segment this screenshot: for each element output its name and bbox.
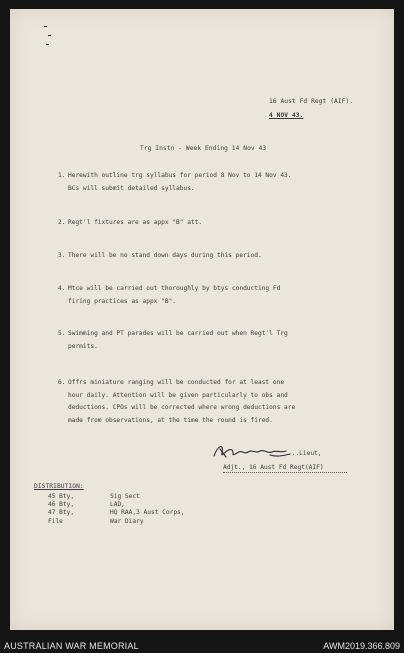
paragraph-1 [58, 170, 378, 195]
unit-heading: 16 Aust Fd Regt (AIF). [269, 98, 354, 105]
document-date: 4 NOV 43. [269, 112, 304, 119]
paragraph-number: 6. [58, 379, 66, 386]
distribution-item: 47 Bty, [48, 509, 75, 517]
paragraph-line: BCs will submit detailed syllabus. [68, 184, 195, 192]
distribution-item: LAD, [110, 501, 125, 509]
distribution-item: Sig Sect [110, 493, 140, 500]
paragraph-line: Herewith outline trg syllabus for period 8 Nov to 14 Nov 43. [68, 172, 292, 179]
paragraph-line: permits. [68, 342, 98, 350]
signature-rank: ...Lieut, [288, 450, 322, 457]
punch-mark [44, 26, 47, 27]
signature-underline [223, 472, 347, 473]
paragraph-2 [58, 217, 378, 230]
footer-accession-number: AWM2019.366.809 [323, 641, 400, 651]
document-title: Trg Instn - Week Ending 14 Nov 43 [140, 145, 267, 152]
distribution-item: 45 Bty, [48, 493, 75, 500]
signature-appointment: Adjt., 16 Aust Fd Regt(AIF) [223, 464, 324, 471]
paragraph-5 [58, 328, 378, 353]
paragraph-line: Regt'l fixtures are as appx "B" att. [68, 219, 203, 226]
paragraph-line: Swimming and PT parades will be carried out when Regt'l Trg [68, 330, 288, 337]
distribution-item: 46 Bty, [48, 501, 75, 509]
paragraph-6 [58, 377, 378, 427]
paragraph-3 [58, 250, 378, 263]
paragraph-line: Mtce will be carried out thoroughly by btys conducting Fd [68, 285, 281, 292]
distribution-item: HQ RAA,3 Aust Corps, [110, 509, 185, 517]
distribution-item: War Diary [110, 517, 144, 525]
distribution-heading: DISTRIBUTION: [34, 483, 84, 490]
paragraph-line: hour daily. Attention will be given particularly to obs and [68, 391, 288, 399]
paragraph-line: There will be no stand down days during this period. [68, 252, 262, 259]
paragraph-number: 2. [58, 219, 66, 226]
paragraph-line: deductions. CPOs will be corrected where wrong deductions are [68, 404, 296, 411]
paragraph-number: 4. [58, 285, 66, 292]
paragraph-4 [58, 283, 378, 308]
distribution-list-right [110, 493, 185, 526]
paragraph-line: made from observations, at the time the round is fired. [68, 416, 273, 424]
footer-institution: AUSTRALIAN WAR MEMORIAL [4, 641, 139, 651]
paragraph-line: Offrs miniature ranging will be conducted for at least one [68, 379, 285, 386]
paragraph-line: firing practices as appx "B". [68, 297, 177, 305]
punch-mark [46, 44, 49, 45]
archive-footer [0, 640, 404, 653]
distribution-list-left [48, 493, 74, 526]
paragraph-number: 5. [58, 330, 66, 337]
paragraph-number: 3. [58, 252, 66, 259]
distribution-item: File [48, 517, 63, 525]
punch-mark [48, 35, 51, 36]
paragraph-number: 1. [58, 172, 66, 179]
document-page [10, 9, 394, 630]
